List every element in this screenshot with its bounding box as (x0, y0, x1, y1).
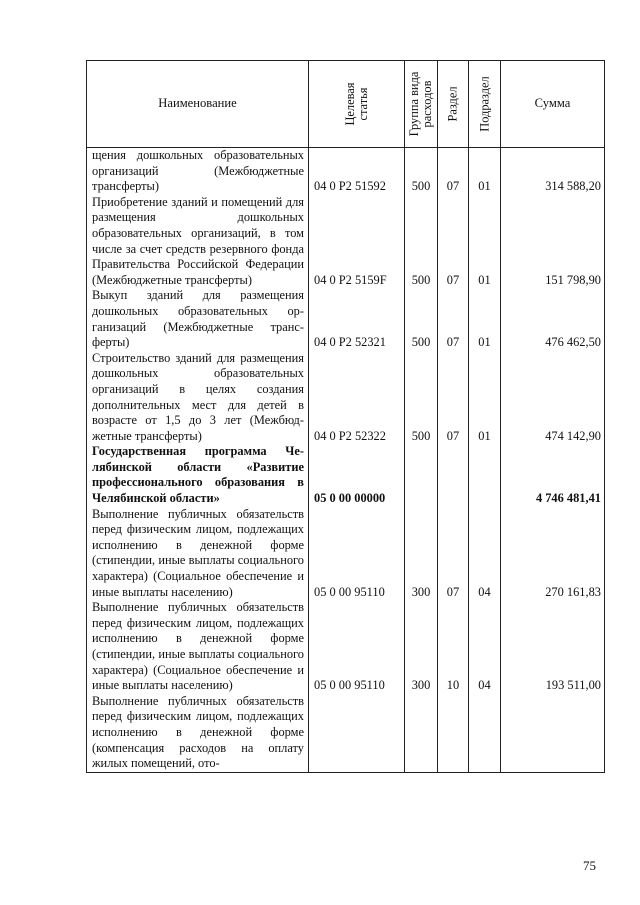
header-section (438, 61, 469, 148)
table-row-program (87, 444, 605, 506)
row-section: 07 (438, 288, 469, 350)
row-name: Выполнение публичных обязательств перед физическим лицом, подлежащих исполнению в денежной форме (стипендии, иные выплаты социального характера) (Социальное обеспечение и иные выплаты населению) (87, 507, 309, 601)
header-section-label: Раздел (445, 86, 460, 122)
table-row (87, 148, 605, 195)
row-name: Выкуп зданий для размещения дошкольных образовательных организаций (Межбюджетные трансферты) (87, 288, 309, 350)
row-expense-group (405, 694, 438, 772)
row-name: Государственная программа Челябинской области «Развитие профессионального образования в Челябинской области» (87, 444, 309, 506)
row-section: 07 (438, 351, 469, 445)
row-target-article (309, 694, 405, 772)
row-target-article: 05 0 00 00000 (309, 444, 405, 506)
row-name: Приобретение зданий и помещений для размещения дошкольных образовательных организаций, в том числе за счет средств резервного фонда Правительства Российской Федерации (Межбюджетные трансферты) (87, 195, 309, 289)
header-name: Наименование (87, 61, 309, 148)
table-row (87, 195, 605, 289)
row-sum (501, 694, 605, 772)
row-expense-group: 300 (405, 507, 438, 601)
table-row (87, 600, 605, 694)
row-subsection: 01 (469, 195, 501, 289)
row-subsection (469, 444, 501, 506)
row-sum: 270 161,83 (501, 507, 605, 601)
page-number: 75 (583, 858, 596, 873)
table-header-row (87, 61, 605, 148)
row-name: Строительство зданий для размещения дошкольных образовательных организаций в целях создания дополнительных мест для детей в возрасте от 1,5 до 3 лет (Межбюджетные трансферты) (87, 351, 309, 445)
row-subsection: 01 (469, 148, 501, 195)
header-group-line2: расходов (420, 80, 434, 128)
row-target-article: 05 0 00 95110 (309, 507, 405, 601)
header-subsection (469, 61, 501, 148)
header-group-line1: Группа вида (407, 71, 421, 137)
row-expense-group: 500 (405, 288, 438, 350)
header-target-article (309, 61, 405, 148)
row-section (438, 694, 469, 772)
row-target-article: 04 0 P2 52321 (309, 288, 405, 350)
row-expense-group: 500 (405, 195, 438, 289)
row-target-article: 04 0 P2 52322 (309, 351, 405, 445)
row-sum: 474 142,90 (501, 351, 605, 445)
row-expense-group: 300 (405, 600, 438, 694)
row-section: 07 (438, 507, 469, 601)
row-sum: 193 511,00 (501, 600, 605, 694)
row-section: 10 (438, 600, 469, 694)
header-sum: Сумма (501, 61, 605, 148)
row-sum: 476 462,50 (501, 288, 605, 350)
row-section: 07 (438, 195, 469, 289)
row-section: 07 (438, 148, 469, 195)
header-subsection-label: Подраздел (477, 76, 491, 132)
row-target-article: 04 0 P2 5159F (309, 195, 405, 289)
budget-table (86, 60, 605, 773)
row-expense-group: 500 (405, 148, 438, 195)
row-subsection: 04 (469, 507, 501, 601)
row-expense-group (405, 444, 438, 506)
row-subsection: 04 (469, 600, 501, 694)
row-subsection: 01 (469, 288, 501, 350)
row-target-article: 05 0 00 95110 (309, 600, 405, 694)
row-sum: 4 746 481,41 (501, 444, 605, 506)
row-subsection (469, 694, 501, 772)
row-subsection: 01 (469, 351, 501, 445)
row-name: Выполнение публичных обязательств перед физическим лицом, подлежащих исполнению в денежной форме (компенсация расходов на оплату жилых помещений, ото- (87, 694, 309, 772)
table-row (87, 507, 605, 601)
table-row (87, 351, 605, 445)
table-row (87, 288, 605, 350)
header-expense-group (405, 61, 438, 148)
row-name: Выполнение публичных обязательств перед физическим лицом, подлежащих исполнению в денежной форме (стипендии, иные выплаты социального характера) (Социальное обеспечение и иные выплаты населению) (87, 600, 309, 694)
row-expense-group: 500 (405, 351, 438, 445)
row-sum: 151 798,90 (501, 195, 605, 289)
table-row (87, 694, 605, 772)
row-target-article: 04 0 P2 51592 (309, 148, 405, 195)
row-section (438, 444, 469, 506)
header-target-line1: Целевая (342, 82, 357, 126)
row-name: щения дошкольных образовательных организаций (Межбюджетные трансферты) (87, 148, 309, 195)
header-target-line2: статья (355, 87, 370, 121)
row-sum: 314 588,20 (501, 148, 605, 195)
